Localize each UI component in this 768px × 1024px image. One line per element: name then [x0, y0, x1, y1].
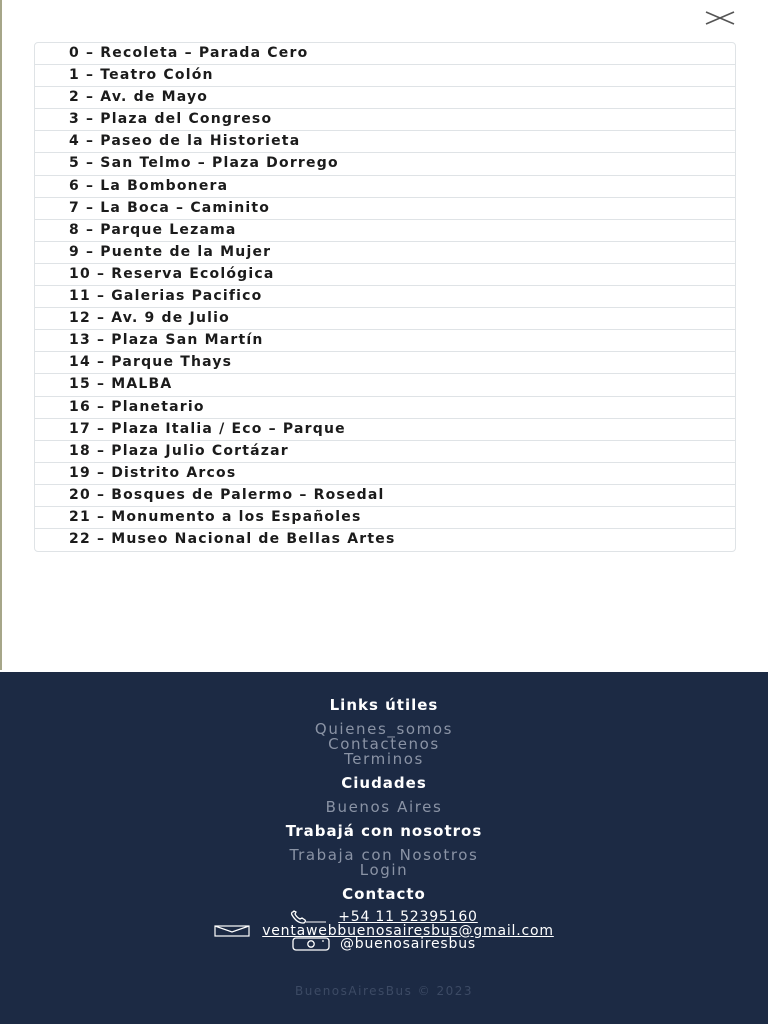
stop-list-item[interactable]: 5 – San Telmo – Plaza Dorrego [35, 153, 735, 175]
stop-list-item[interactable]: 11 – Galerias Pacifico [35, 286, 735, 308]
stop-list-item[interactable]: 8 – Parque Lezama [35, 220, 735, 242]
stop-list-item[interactable]: 3 – Plaza del Congreso [35, 109, 735, 131]
stop-list-item[interactable]: 22 – Museo Nacional de Bellas Artes [69, 531, 396, 548]
close-icon [702, 4, 738, 32]
instagram-link[interactable] [0, 936, 768, 952]
cities-heading: Ciudades [341, 774, 427, 792]
work-heading: Trabajá con nosotros [285, 822, 483, 840]
copyright: BuenosAiresBus © 2023 [294, 984, 474, 998]
link-terminos[interactable]: Terminos [344, 750, 424, 768]
links-heading: Links útiles [329, 696, 439, 714]
stops-list [34, 42, 736, 552]
stop-list-item[interactable]: 13 – Plaza San Martín [35, 330, 735, 352]
stop-list-item[interactable]: 15 – MALBA [35, 374, 735, 396]
stop-list-item[interactable]: 6 – La Bombonera [35, 176, 735, 198]
stop-list-item[interactable]: 19 – Distrito Arcos [35, 463, 735, 485]
stop-list-item[interactable]: 12 – Av. 9 de Julio [35, 308, 735, 330]
instagram-icon [292, 937, 330, 951]
link-buenos-aires[interactable]: Buenos Aires [325, 798, 443, 816]
footer [0, 672, 768, 1024]
phone-icon [290, 910, 328, 924]
stop-list-item[interactable]: 10 – Reserva Ecológica [35, 264, 735, 286]
link-contactenos[interactable]: Contactenos [328, 735, 440, 753]
stop-list-item[interactable]: 20 – Bosques de Palermo – Rosedal [35, 485, 735, 507]
stop-list-item[interactable]: 4 – Paseo de la Historieta [35, 131, 735, 153]
stop-list-item[interactable]: 1 – Teatro Colón [35, 65, 735, 87]
phone-text: +54 11 52395160 [338, 909, 478, 925]
stop-list-item[interactable]: 9 – Puente de la Mujer [35, 242, 735, 264]
instagram-text: @buenosairesbus [340, 936, 476, 952]
background-edge [0, 0, 2, 670]
stop-list-item[interactable]: 14 – Parque Thays [35, 352, 735, 374]
stop-list-item[interactable]: 17 – Plaza Italia / Eco – Parque [35, 419, 735, 441]
link-trabaja-con-nosotros[interactable]: Trabaja con Nosotros [289, 846, 479, 864]
stop-list-item[interactable]: 2 – Av. de Mayo [35, 87, 735, 109]
email-text: ventawebbuenosairesbus@gmail.com [262, 923, 554, 939]
stop-list-item[interactable]: 0 – Recoleta – Parada Cero [35, 43, 735, 65]
stop-list-item[interactable]: 16 – Planetario [35, 397, 735, 419]
link-login[interactable]: Login [359, 861, 409, 879]
stop-list-item[interactable]: 7 – La Boca – Caminito [35, 198, 735, 220]
contact-heading: Contacto [342, 885, 426, 903]
link-quienes-somos[interactable]: Quienes_somos [314, 720, 454, 738]
close-button[interactable] [702, 4, 738, 32]
stop-list-item[interactable]: 21 – Monumento a los Españoles [35, 507, 735, 529]
stop-list-item[interactable]: 18 – Plaza Julio Cortázar [35, 441, 735, 463]
